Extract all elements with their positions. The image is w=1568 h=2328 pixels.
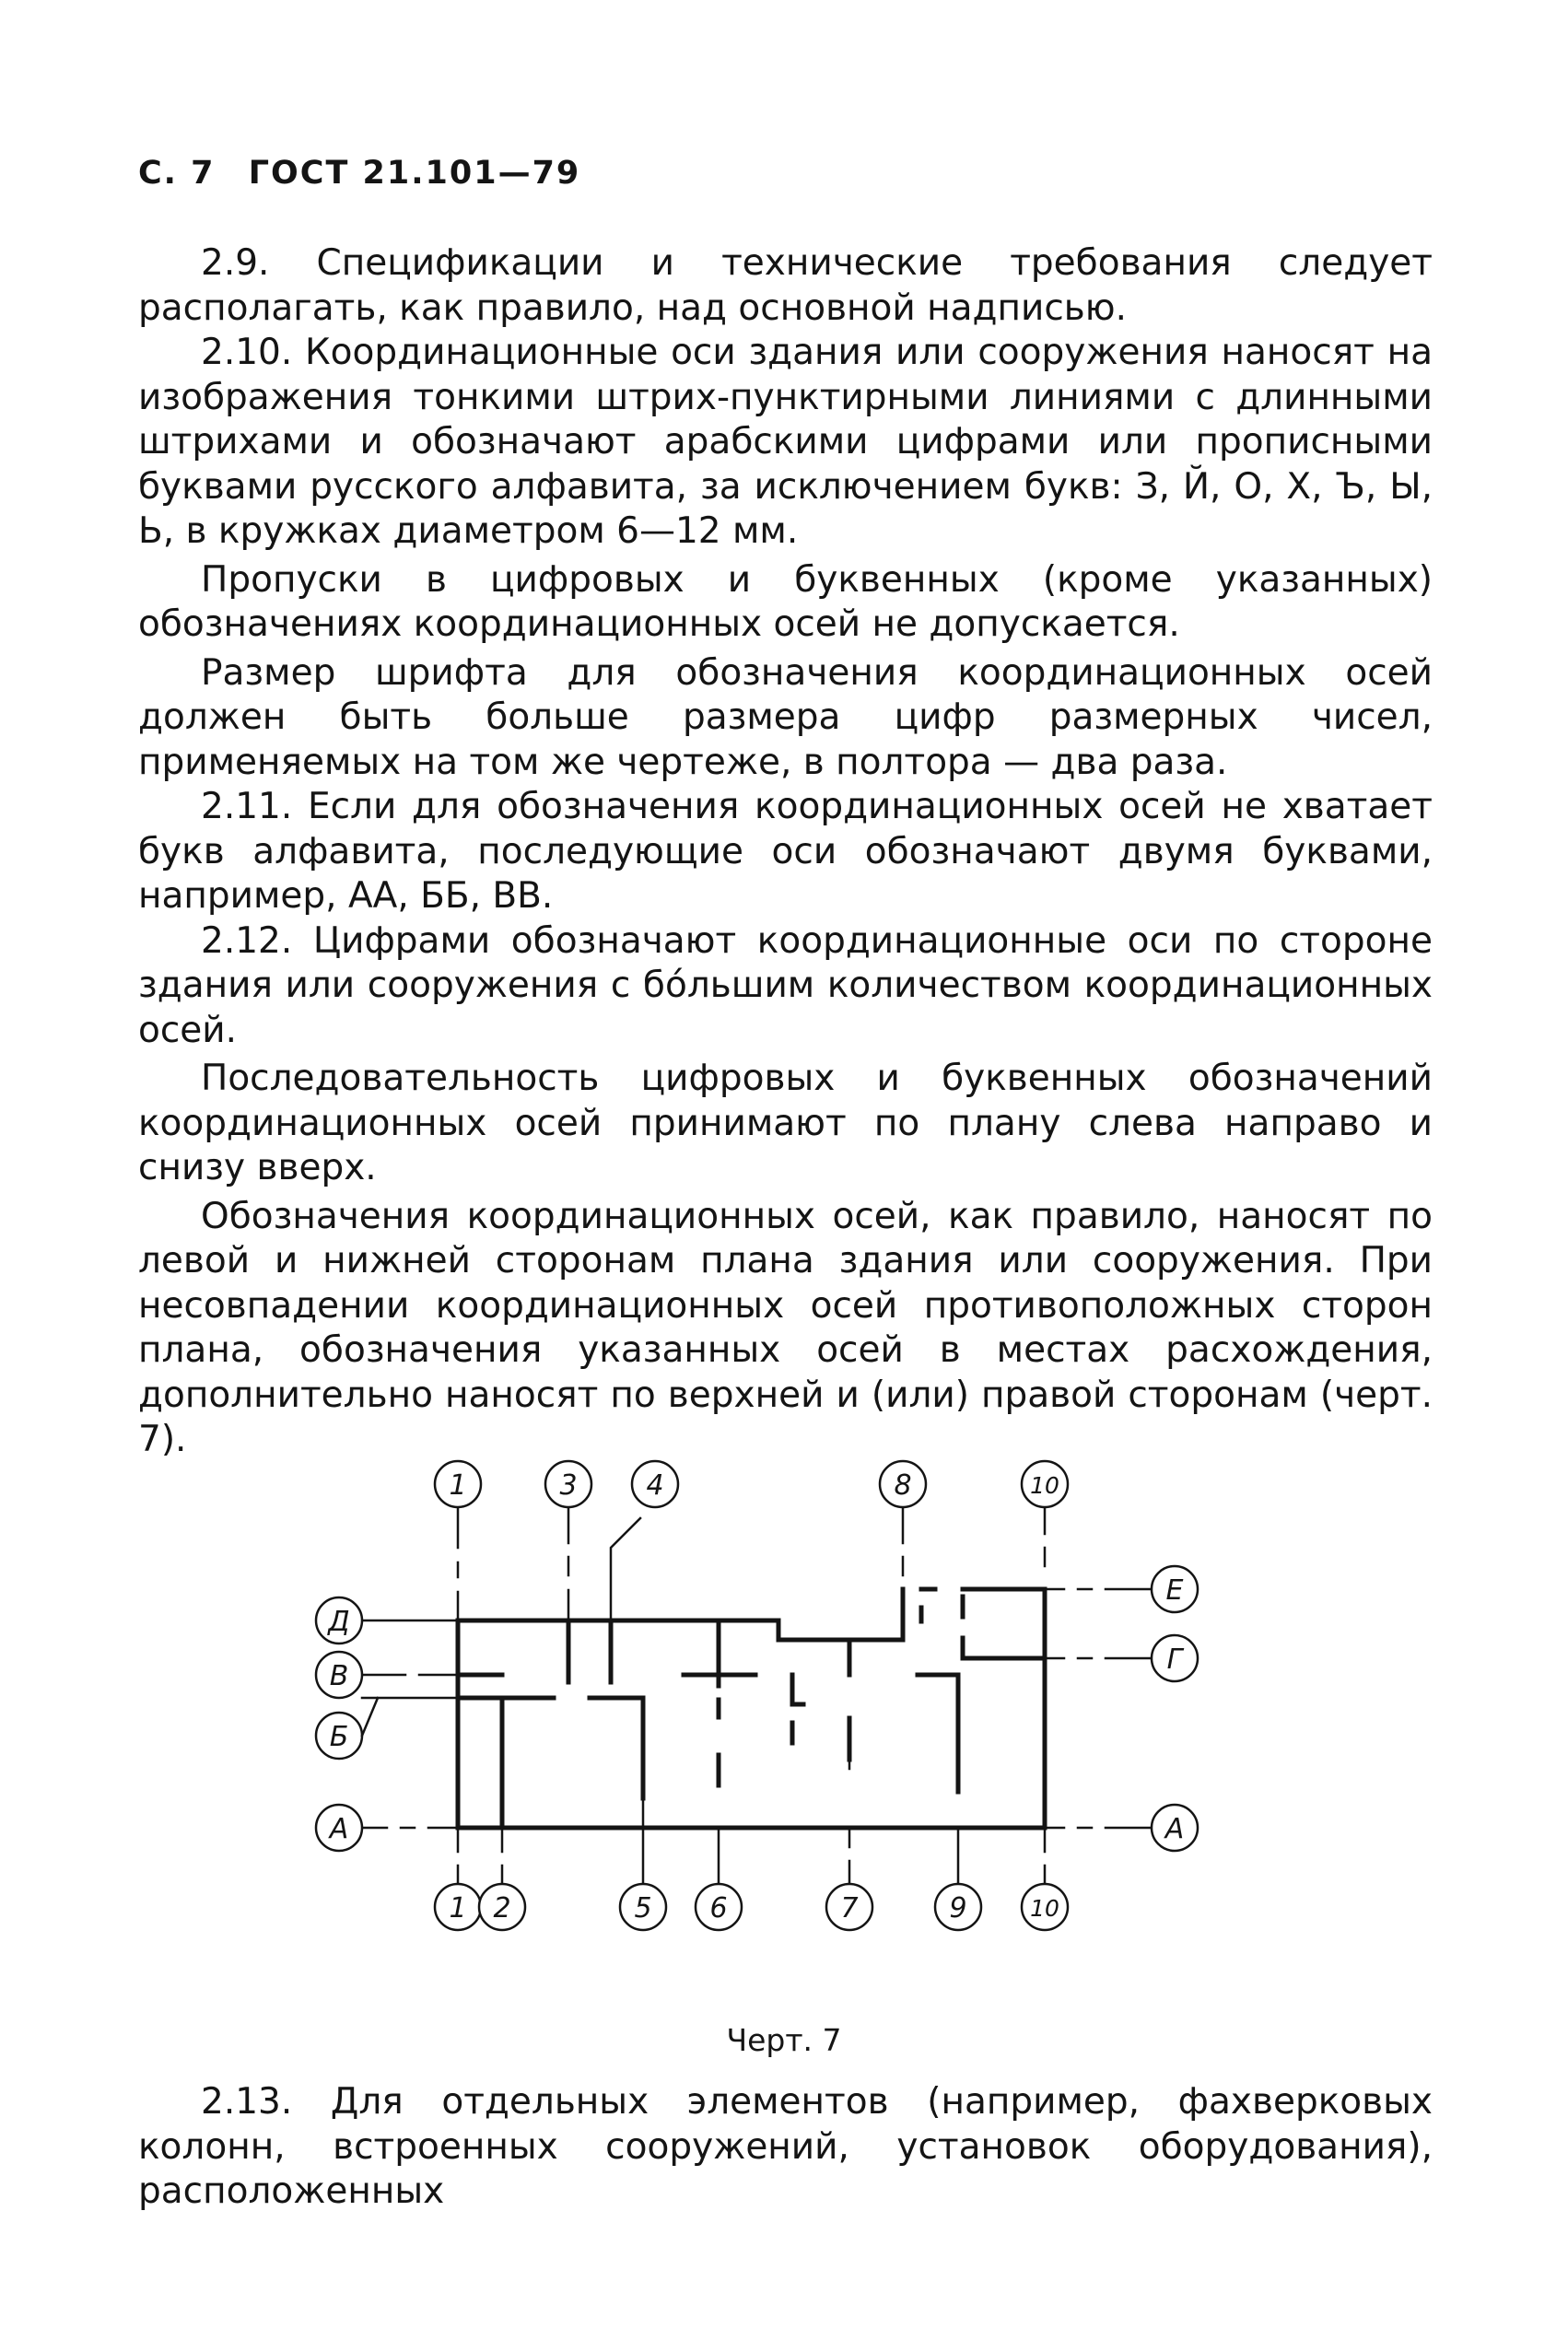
axis-label-right: Г	[1166, 1644, 1183, 1676]
axis-label-top: 4	[646, 1469, 664, 1502]
axis-label-top: 8	[894, 1469, 912, 1502]
axis-leader	[362, 1698, 378, 1736]
axis-label-bottom: 6	[709, 1892, 728, 1924]
upper-right-wall	[963, 1589, 1045, 1680]
axis-leader	[611, 1518, 640, 1620]
paragraph: 2.12. Цифрами обозначают координационные оси по стороне здания или сооружения с бóльшим количеством координационных осей.	[138, 919, 1433, 1051]
paragraph: Пропуски в цифровых и буквенных (кроме указанных) обозначениях координационных осей не допускается.	[138, 558, 1433, 645]
body-text	[138, 241, 1433, 1463]
axis-label-top: 3	[559, 1469, 578, 1502]
paragraph: 2.11. Если для обозначения координационных осей не хватает букв алфавита, последующие оси обозначают двумя буквами, например, АА, ББ, ВВ.	[138, 786, 1433, 917]
axis-label-bottom: 2	[493, 1892, 511, 1924]
wall-segment	[590, 1698, 643, 1798]
axis-label-left: А	[329, 1813, 349, 1845]
axis-drawing-figure	[276, 1382, 1244, 2008]
figure-caption: Черт. 7	[726, 2022, 842, 2058]
axis-label-bottom: 7	[840, 1892, 859, 1924]
axis-label-right: А	[1164, 1813, 1185, 1845]
wall-segment	[792, 1675, 803, 1704]
axis-label-bottom: 9	[949, 1892, 967, 1924]
page-header	[138, 155, 601, 192]
axis-drawing	[276, 1382, 1244, 2008]
paragraph: 2.10. Координационные оси здания или сооружения наносят на изображения тонкими штрих-пунктирными линиями с длинными штрихами и обозначают арабскими цифрами или прописными буквами русского алфавита, за исключением букв: З, Й, О, Х, Ъ, Ы, Ь, в кружках диаметром 6—12 мм.	[138, 332, 1433, 552]
paragraph: 2.9. Спецификации и технические требования следует располагать, как правило, над основной надписью.	[138, 242, 1433, 329]
page-number: С. 7	[138, 155, 216, 192]
standard-number: ГОСТ 21.101—79	[248, 155, 581, 192]
axis-label-bottom: 5	[634, 1892, 652, 1924]
paragraph: Обозначения координационных осей, как правило, наносят по левой и нижней сторонам плана здания или сооружения. При несовпадении координационных осей противоположных сторон плана, обозначения указанных осей в местах расхождения, дополнительно наносят по верхней и (или) правой сторонам (черт. 7).	[138, 1195, 1433, 1460]
axis-label-right: Е	[1165, 1574, 1184, 1607]
body-text-continued	[138, 2080, 1433, 2215]
paragraph: 2.13. Для отдельных элементов (например, фахверковых колонн, встроенных сооружений, установок оборудования), расположенных	[138, 2081, 1433, 2212]
paragraph: Размер шрифта для обозначения координационных осей должен быть больше размера цифр размерных чисел, применяемых на том же чертеже, в полтора — два раза.	[138, 651, 1433, 783]
axis-label-top: 1	[449, 1469, 467, 1502]
axis-label-left: Б	[329, 1721, 349, 1753]
top-wall	[458, 1589, 903, 1640]
axis-label-bottom: 1	[449, 1892, 467, 1924]
axis-label-left: В	[329, 1660, 349, 1692]
wall-segment	[963, 1638, 1045, 1658]
axis-label-left: Д	[328, 1606, 350, 1638]
axis-label-bottom: 10	[1030, 1895, 1059, 1922]
paragraph: Последовательность цифровых и буквенных обозначений координационных осей принимают по плану слева направо и снизу вверх.	[138, 1058, 1433, 1188]
axis-label-top: 10	[1030, 1472, 1059, 1499]
